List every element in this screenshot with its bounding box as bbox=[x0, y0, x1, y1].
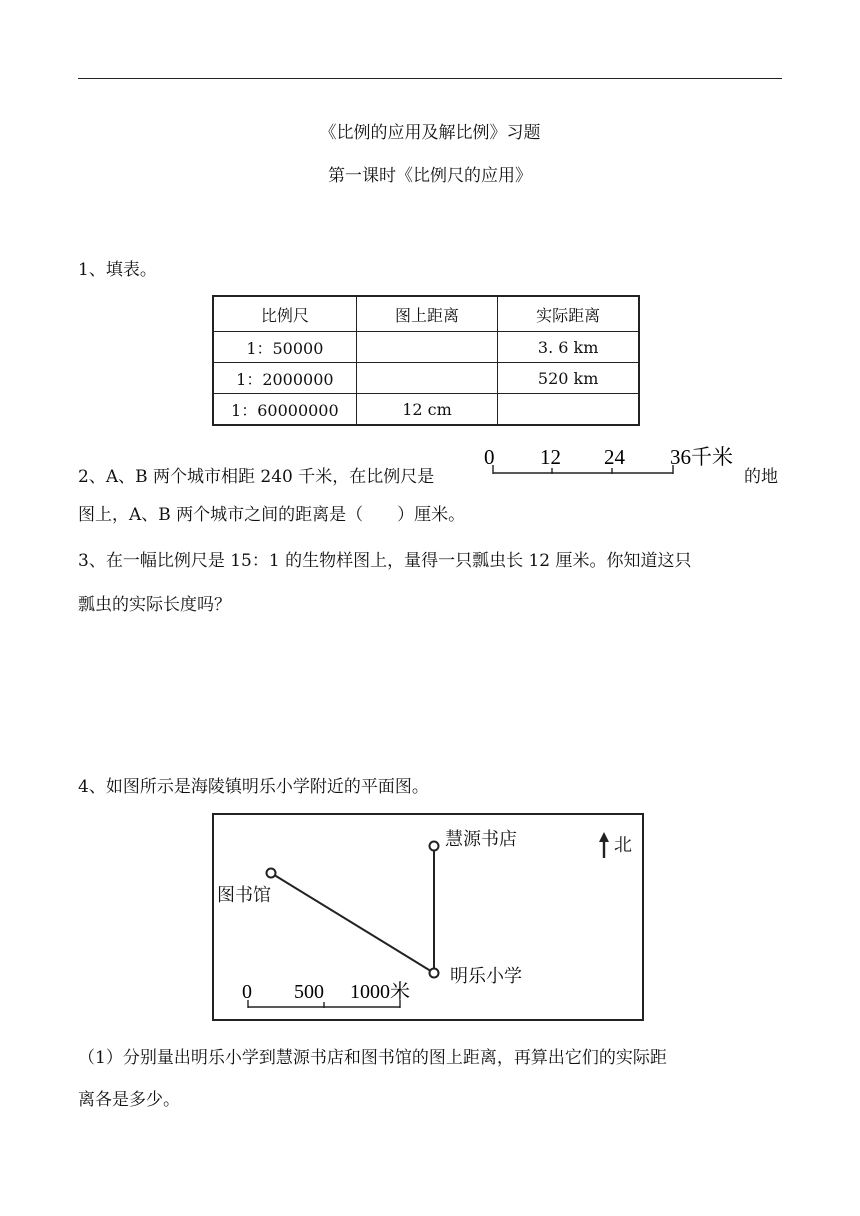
map-figure bbox=[212, 813, 644, 1021]
school-point bbox=[430, 969, 439, 978]
table-header-cell: 比例尺 bbox=[213, 296, 356, 332]
table-cell: 3. 6 km bbox=[498, 332, 639, 363]
scale-label: 12 bbox=[540, 445, 561, 469]
map-scale-label: 500 bbox=[294, 981, 324, 1003]
bookstore-label: 慧源书店 bbox=[445, 829, 517, 850]
map-scale-label: 1000米 bbox=[350, 981, 410, 1003]
library-point bbox=[267, 869, 276, 878]
table-header-cell: 图上距离 bbox=[356, 296, 498, 332]
north-arrowhead-icon bbox=[599, 832, 609, 842]
table-row bbox=[213, 394, 639, 426]
table-row bbox=[213, 363, 639, 394]
table-cell: 12 cm bbox=[356, 394, 498, 426]
question-3-text: 3、在一幅比例尺是 15：1 的生物样图上，量得一只瓢虫长 12 厘米。你知道这只 bbox=[78, 551, 692, 571]
header-rule bbox=[78, 78, 782, 79]
scale-table bbox=[212, 295, 640, 426]
table-cell-blank bbox=[498, 394, 639, 426]
school-label: 明乐小学 bbox=[450, 966, 522, 987]
table-header-row bbox=[213, 296, 639, 332]
scale-label: 24 bbox=[604, 445, 625, 469]
question-4-sub1-text-line2: 离各是多少。 bbox=[78, 1090, 180, 1110]
table-cell: 1：60000000 bbox=[213, 394, 356, 426]
question-4-sub1-text: （1）分别量出明乐小学到慧源书店和图书馆的图上距离，再算出它们的实际距 bbox=[78, 1048, 667, 1068]
table-header-cell: 实际距离 bbox=[498, 296, 639, 332]
map-drawing bbox=[214, 815, 642, 1019]
question-1-text: 1、填表。 bbox=[78, 260, 157, 280]
library-label: 图书馆 bbox=[217, 885, 271, 906]
path-library-to-school bbox=[271, 873, 434, 973]
question-4-text: 4、如图所示是海陵镇明乐小学附近的平面图。 bbox=[78, 777, 429, 797]
table-cell-blank bbox=[356, 363, 498, 394]
question-2-text: 2、A、B 两个城市相距 240 千米，在比例尺是 bbox=[78, 467, 435, 487]
map-scale-label: 0 bbox=[242, 981, 252, 1003]
question-2-text-line2: 图上，A、B 两个城市之间的距离是（ ）厘米。 bbox=[78, 505, 466, 525]
table-cell: 520 km bbox=[498, 363, 639, 394]
north-label: 北 bbox=[614, 835, 632, 856]
table-cell: 1：2000000 bbox=[213, 363, 356, 394]
document-title: 《比例的应用及解比例》习题 bbox=[319, 123, 541, 143]
line-scale-bar bbox=[484, 444, 744, 484]
table-cell-blank bbox=[356, 332, 498, 363]
question-3-text-line2: 瓢虫的实际长度吗？ bbox=[78, 595, 231, 615]
scale-label: 0 bbox=[484, 445, 495, 469]
lesson-subtitle: 第一课时《比例尺的应用》 bbox=[328, 166, 532, 186]
question-2-text-tail: 的地 bbox=[744, 467, 778, 487]
table-cell: 1：50000 bbox=[213, 332, 356, 363]
table-row bbox=[213, 332, 639, 363]
bookstore-point bbox=[430, 842, 439, 851]
scale-label: 36千米 bbox=[670, 445, 733, 469]
